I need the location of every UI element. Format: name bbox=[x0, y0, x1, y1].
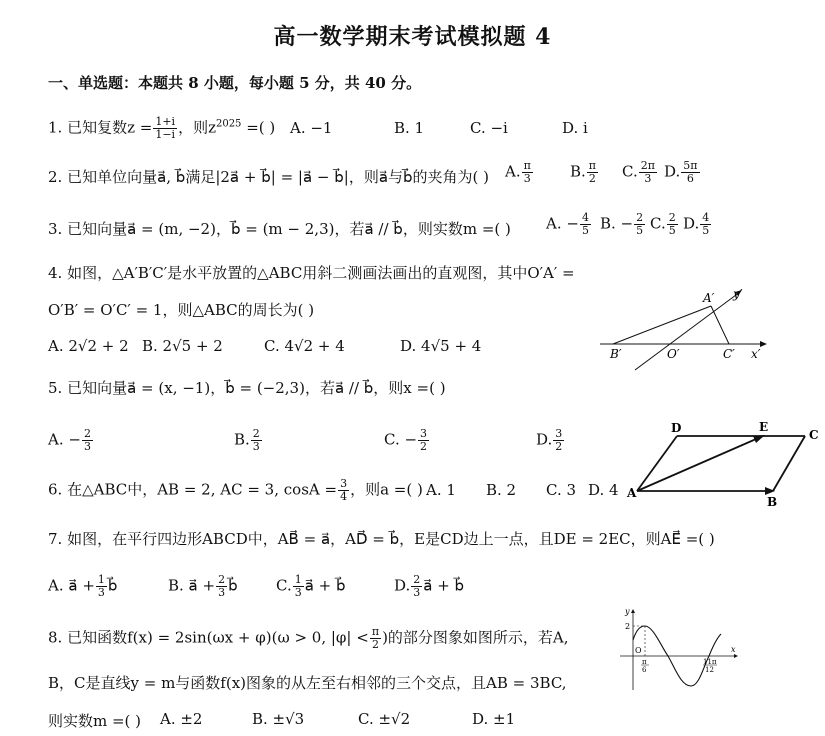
q4-oblique-figure bbox=[595, 282, 775, 372]
q4-label-c: C′ bbox=[723, 347, 735, 361]
q8-sine-graph bbox=[615, 606, 745, 692]
q4-side-ac bbox=[711, 306, 729, 344]
q4-x-arrow bbox=[760, 341, 767, 347]
label-e: E bbox=[759, 420, 769, 434]
q3-option-d[interactable]: D. $\frac{4}{5}$ bbox=[683, 211, 710, 237]
q5-option-d[interactable]: D. $\frac{3}{2}$ bbox=[536, 427, 563, 453]
label-d: D bbox=[671, 421, 682, 435]
q2-option-a[interactable]: A. $\frac{\pi}{3}$ bbox=[505, 159, 531, 185]
q2-option-d[interactable]: D. $\frac{5\pi}{6}$ bbox=[664, 159, 698, 185]
q3-option-a[interactable]: A. − $\frac{4}{5}$ bbox=[546, 211, 589, 237]
q8-stem: 8. 已知函数f(x) = 2sin(ωx + φ)(ω > 0, |φ| < $\frac{\pi}{2}$ )的部分图象如图所示，若A, bbox=[48, 625, 569, 651]
q7-option-b[interactable]: B. a⃗ + $\frac{2}{3}$ b⃗ bbox=[168, 573, 238, 599]
q3-option-b[interactable]: B. − $\frac{2}{5}$ bbox=[600, 211, 644, 237]
q4-line2: O′B′ = O′C′ = 1，则△ABC的周长为( ) bbox=[48, 301, 315, 319]
q8-label-o: O bbox=[635, 646, 642, 655]
q4-label-x: x′ bbox=[751, 347, 761, 361]
q4-option-d[interactable]: D. 4√5 + 4 bbox=[400, 337, 482, 355]
q4-label-a: A′ bbox=[703, 291, 715, 305]
q8-option-a[interactable]: A. ±2 bbox=[160, 710, 203, 728]
q6-option-c[interactable]: C. 3 bbox=[546, 481, 577, 499]
label-a: A bbox=[627, 486, 637, 500]
parallelogram-figure bbox=[625, 418, 823, 510]
q8-label-x: x bbox=[731, 645, 736, 654]
q6-option-b[interactable]: B. 2 bbox=[486, 481, 517, 499]
q5-option-c[interactable]: C. − $\frac{3}{2}$ bbox=[384, 427, 428, 453]
q3-stem: 3. 已知向量a⃗ = (m, −2)，b⃗ = (m − 2,3)，若a⃗ // b⃗，则实数m =( ) bbox=[48, 220, 511, 238]
q8-x-arrow bbox=[734, 654, 738, 658]
q2-option-c[interactable]: C. $\frac{2\pi}{3}$ bbox=[622, 159, 655, 185]
q2-option-b[interactable]: B. $\frac{\pi}{2}$ bbox=[570, 159, 597, 185]
q4-option-a[interactable]: A. 2√2 + 2 bbox=[48, 337, 129, 355]
q8-label-12: 12 bbox=[705, 666, 714, 674]
q1-option-c[interactable]: C. −i bbox=[470, 119, 508, 137]
q4-option-b[interactable]: B. 2√5 + 2 bbox=[142, 337, 223, 355]
q1-option-d[interactable]: D. i bbox=[562, 119, 588, 137]
q1-option-a[interactable]: A. −1 bbox=[290, 119, 333, 137]
q8-line3: 则实数m =( ) bbox=[48, 712, 142, 730]
q7-option-a[interactable]: A. a⃗ + $\frac{1}{3}$ b⃗ bbox=[48, 573, 118, 599]
q8-option-d[interactable]: D. ±1 bbox=[472, 710, 516, 728]
q6-option-a[interactable]: A. 1 bbox=[426, 481, 456, 499]
q8-line2: B，C是直线y = m与函数f(x)图象的从左至右相邻的三个交点，且AB = 3BC, bbox=[48, 674, 567, 692]
q8-label-6: 6 bbox=[642, 666, 647, 674]
label-c: C bbox=[809, 428, 819, 442]
q1-option-b[interactable]: B. 1 bbox=[394, 119, 425, 137]
label-b: B bbox=[767, 495, 778, 509]
q4-label-y: y′ bbox=[733, 287, 743, 301]
q7-option-c[interactable]: C. $\frac{1}{3}$ a⃗ + b⃗ bbox=[276, 573, 346, 599]
q8-label-pi: π bbox=[642, 658, 647, 666]
side-cb bbox=[773, 436, 805, 491]
q2-stem: 2. 已知单位向量a⃗, b⃗满足|2a⃗ + b⃗| = |a⃗ − b⃗|，则a⃗与b⃗的夹角为( ) bbox=[48, 168, 490, 186]
page-title: 高一数学期末考试模拟题 4 bbox=[273, 24, 552, 50]
q8-option-b[interactable]: B. ±√3 bbox=[252, 710, 305, 728]
q8-option-c[interactable]: C. ±√2 bbox=[358, 710, 411, 728]
q8-label-y: y bbox=[625, 607, 630, 616]
q7-option-d[interactable]: D. $\frac{2}{3}$ a⃗ + b⃗ bbox=[394, 573, 465, 599]
q4-line1: 4. 如图，△A′B′C′是水平放置的△ABC用斜二测画法画出的直观图，其中O′A′ = bbox=[48, 264, 575, 282]
q8-label-2: 2 bbox=[625, 622, 631, 631]
q5-option-b[interactable]: B. $\frac{2}{3}$ bbox=[234, 427, 260, 453]
q8-y-arrow bbox=[631, 609, 635, 613]
q6-stem: 6. 在△ABC中，AB = 2, AC = 3, cosA = $\frac{3}{4}$ ，则a =( ) bbox=[48, 477, 423, 503]
arrow-ae bbox=[753, 435, 765, 443]
arrow-ab bbox=[765, 487, 775, 495]
q8-label-11pi: 11π bbox=[703, 658, 717, 666]
q4-label-o: O′ bbox=[667, 347, 680, 361]
section-heading: 一、单选题：本题共 8 小题，每小题 5 分，共 40 分。 bbox=[48, 74, 422, 92]
q3-option-c[interactable]: C. $\frac{2}{5}$ bbox=[650, 211, 676, 237]
q4-label-b: B′ bbox=[610, 347, 622, 361]
q5-stem: 5. 已知向量a⃗ = (x, −1)，b⃗ = (−2,3)，若a⃗ // b⃗，则x =( ) bbox=[48, 379, 446, 397]
q5-option-a[interactable]: A. − $\frac{2}{3}$ bbox=[48, 427, 91, 453]
q7-stem: 7. 如图，在平行四边形ABCD中，AB⃗ = a⃗，AD⃗ = b⃗，E是CD边上一点，且DE = 2EC，则AE⃗ =( ) bbox=[48, 530, 715, 548]
q1-fraction: $\frac{1+i}{1-i}$ bbox=[155, 115, 176, 141]
q4-option-c[interactable]: C. 4√2 + 4 bbox=[264, 337, 345, 355]
q6-option-d[interactable]: D. 4 bbox=[588, 481, 619, 499]
q1-stem: 1. 已知复数z = $\frac{1+i}{1-i}$ ，则$z^{2025}$ =( ) bbox=[48, 115, 276, 141]
